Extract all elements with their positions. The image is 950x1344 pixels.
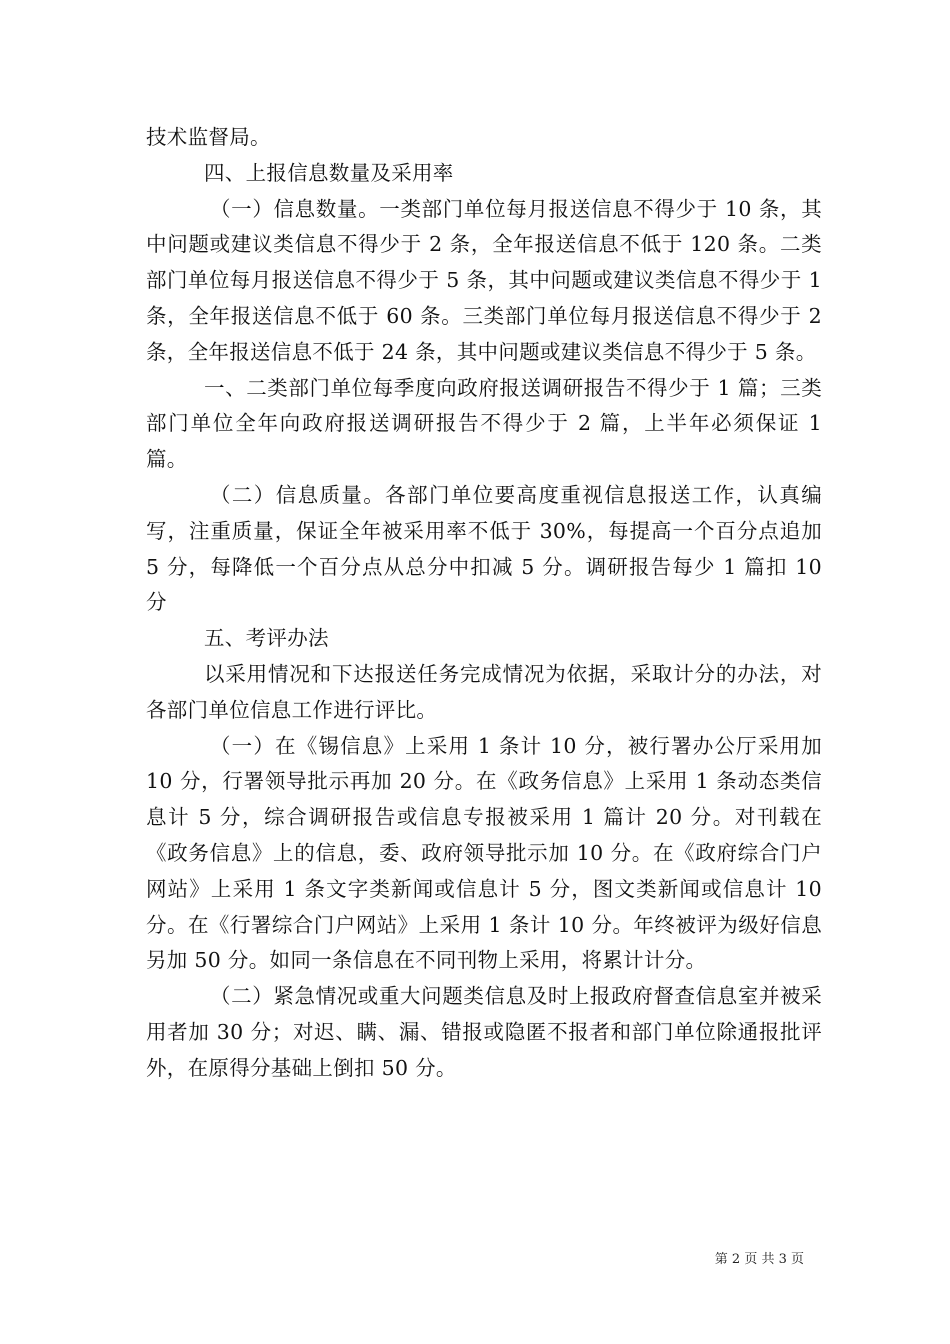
- section-heading-4: 四、上报信息数量及采用率: [204, 160, 454, 185]
- section-heading-5: 五、考评办法: [204, 626, 329, 651]
- paragraph-research-reports: 一、二类部门单位每季度向政府报送调研报告不得少于 1 篇；三类部门单位全年向政府报送调研报告不得少于 2 篇，上半年必须保证 1 篇。: [146, 375, 822, 472]
- document-body: [146, 120, 822, 1087]
- paragraph-continuation: 技术监督局。: [146, 125, 271, 149]
- paragraph-evaluation-basis: 以采用情况和下达报送任务完成情况为依据，采取计分的办法，对各部门单位信息工作进行评比。: [146, 661, 822, 722]
- paragraph-info-quantity: （一）信息数量。一类部门单位每月报送信息不得少于 10 条，其中问题或建议类信息不得少于 2 条，全年报送信息不低于 120 条。二类部门单位每月报送信息不得少于 5 条，其中问题或建议类信息不得少于 1 条，全年报送信息不低于 60 条。三类部门单位每月报送信息不得少于 2 条，全年报送信息不低于 24 条，其中问题或建议类信息不得少于 5 条。: [146, 196, 822, 364]
- paragraph-emergency-info: （二）紧急情况或重大问题类信息及时上报政府督查信息室并被采用者加 30 分；对迟、瞒、漏、错报或隐匿不报者和部门单位除通报批评外，在原得分基础上倒扣 50 分。: [146, 984, 822, 1080]
- page-number-footer: 第 2 页 共 3 页: [714, 1252, 804, 1267]
- paragraph-info-quality: （二）信息质量。各部门单位要高度重视信息报送工作，认真编写，注重质量，保证全年被采用率不低于 30%，每提高一个百分点追加 5 分，每降低一个百分点从总分中扣减 5 分。调研报告每少 1 篇扣 10 分: [146, 482, 822, 615]
- paragraph-scoring-rules: （一）在《锡信息》上采用 1 条计 10 分，被行署办公厅采用加 10 分，行署领导批示再加 20 分。在《政务信息》上采用 1 条动态类信息计 5 分，综合调研报告或信息专报被采用 1 篇计 20 分。对刊载在《政务信息》上的信息，委、政府领导批示加 10 分。在《政府综合门户网站》上采用 1 条文字类新闻或信息计 5 分，图文类新闻或信息计 10 分。在《行署综合门户网站》上采用 1 条计 10 分。年终被评为级好信息另加 50 分。如同一条信息在不同刊物上采用，将累计计分。: [146, 733, 822, 973]
